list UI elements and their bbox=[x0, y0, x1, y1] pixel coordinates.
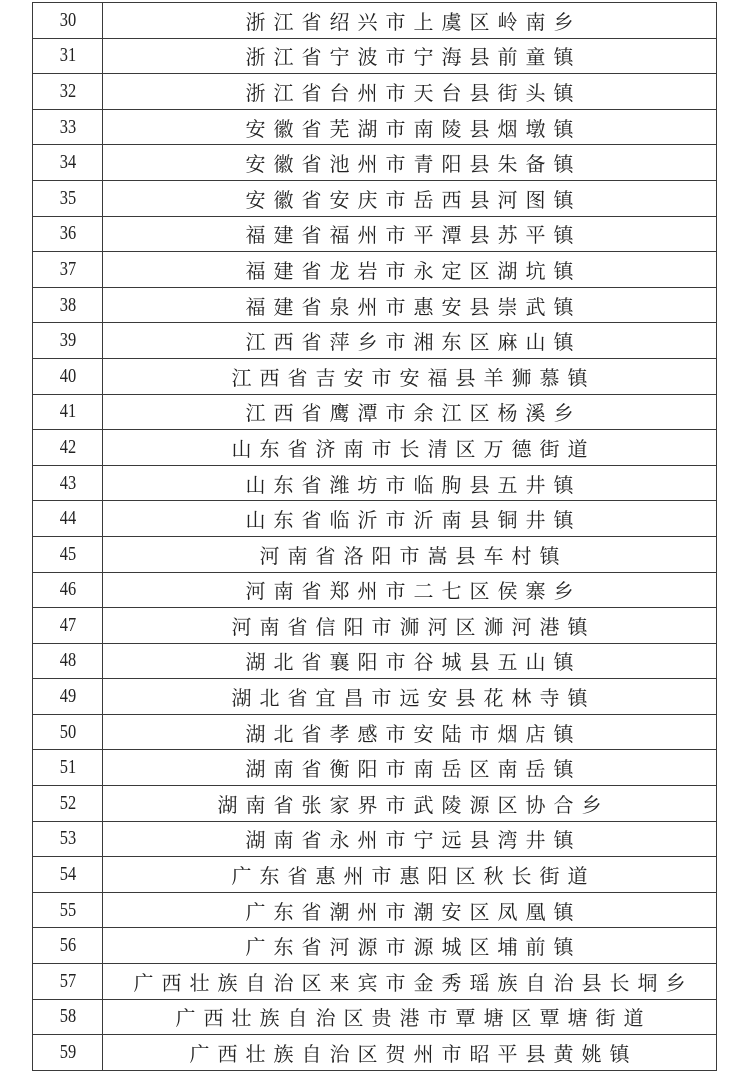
town-name-cell bbox=[103, 1035, 717, 1071]
row-number: 41 bbox=[59, 400, 76, 423]
row-number: 46 bbox=[59, 578, 76, 601]
town-name-cell bbox=[103, 643, 717, 679]
row-number-cell bbox=[33, 287, 103, 323]
town-name-cell bbox=[103, 3, 717, 39]
row-number: 50 bbox=[59, 720, 76, 743]
row-number-cell bbox=[33, 501, 103, 537]
row-number: 44 bbox=[59, 507, 76, 530]
town-name-cell bbox=[103, 714, 717, 750]
town-name: 广西壮族自治区贵港市覃塘区覃塘街道 bbox=[175, 1006, 652, 1031]
town-name: 浙江省绍兴市上虞区岭南乡 bbox=[245, 9, 582, 34]
town-name-cell bbox=[103, 465, 717, 501]
town-name: 福建省龙岩市永定区湖坑镇 bbox=[245, 258, 582, 283]
town-name: 山东省济南市长清区万德街道 bbox=[231, 436, 596, 461]
row-number: 42 bbox=[59, 435, 76, 458]
row-number-cell bbox=[33, 643, 103, 679]
row-number-cell bbox=[33, 252, 103, 288]
row-number-cell bbox=[33, 750, 103, 786]
town-name-cell bbox=[103, 786, 717, 822]
row-number-cell bbox=[33, 928, 103, 964]
table-row bbox=[33, 714, 717, 750]
row-number: 43 bbox=[59, 471, 76, 494]
town-name-cell bbox=[103, 608, 717, 644]
row-number: 32 bbox=[59, 79, 76, 102]
row-number-cell bbox=[33, 3, 103, 39]
town-name: 广东省潮州市潮安区凤凰镇 bbox=[245, 899, 582, 924]
table-row bbox=[33, 145, 717, 181]
town-name: 湖北省孝感市安陆市烟店镇 bbox=[245, 721, 582, 746]
town-name-cell bbox=[103, 145, 717, 181]
row-number: 31 bbox=[59, 44, 76, 67]
table-row bbox=[33, 572, 717, 608]
row-number: 58 bbox=[59, 1005, 76, 1028]
row-number-cell bbox=[33, 821, 103, 857]
town-name-cell bbox=[103, 750, 717, 786]
row-number: 54 bbox=[59, 863, 76, 886]
row-number: 56 bbox=[59, 934, 76, 957]
town-name: 江西省萍乡市湘东区麻山镇 bbox=[245, 330, 582, 355]
table-row bbox=[33, 180, 717, 216]
table-row bbox=[33, 38, 717, 74]
town-name: 安徽省芜湖市南陵县烟墩镇 bbox=[245, 116, 582, 141]
town-name: 广西壮族自治区来宾市金秀瑶族自治县长垌乡 bbox=[133, 970, 694, 995]
row-number-cell bbox=[33, 74, 103, 110]
town-name-cell bbox=[103, 358, 717, 394]
row-number: 37 bbox=[59, 257, 76, 280]
row-number: 38 bbox=[59, 293, 76, 316]
town-name-cell bbox=[103, 999, 717, 1035]
town-name: 湖南省张家界市武陵源区协合乡 bbox=[217, 792, 610, 817]
town-name: 山东省临沂市沂南县铜井镇 bbox=[245, 508, 582, 533]
row-number: 36 bbox=[59, 222, 76, 245]
table-row bbox=[33, 501, 717, 537]
row-number: 55 bbox=[59, 898, 76, 921]
town-name-cell bbox=[103, 216, 717, 252]
row-number: 33 bbox=[59, 115, 76, 138]
row-number: 34 bbox=[59, 151, 76, 174]
town-name: 湖北省宜昌市远安县花林寺镇 bbox=[231, 686, 596, 711]
town-name: 广东省河源市源城区埔前镇 bbox=[245, 935, 582, 960]
table-row bbox=[33, 1035, 717, 1071]
row-number-cell bbox=[33, 180, 103, 216]
town-name: 山东省潍坊市临朐县五井镇 bbox=[245, 472, 582, 497]
row-number-cell bbox=[33, 999, 103, 1035]
town-name: 福建省泉州市惠安县崇武镇 bbox=[245, 294, 582, 319]
row-number-cell bbox=[33, 358, 103, 394]
row-number-cell bbox=[33, 679, 103, 715]
town-name: 安徽省池州市青阳县朱备镇 bbox=[245, 152, 582, 177]
town-name-cell bbox=[103, 252, 717, 288]
town-name-cell bbox=[103, 394, 717, 430]
town-name-cell bbox=[103, 536, 717, 572]
table-body bbox=[33, 3, 717, 1071]
table-row bbox=[33, 821, 717, 857]
town-name-cell bbox=[103, 679, 717, 715]
town-name: 浙江省宁波市宁海县前童镇 bbox=[245, 45, 582, 70]
row-number: 51 bbox=[59, 756, 76, 779]
town-name: 安徽省安庆市岳西县河图镇 bbox=[245, 187, 582, 212]
row-number-cell bbox=[33, 465, 103, 501]
town-name-cell bbox=[103, 572, 717, 608]
town-name: 湖南省永州市宁远县湾井镇 bbox=[245, 828, 582, 853]
table-row bbox=[33, 394, 717, 430]
row-number-cell bbox=[33, 536, 103, 572]
row-number-cell bbox=[33, 608, 103, 644]
row-number-cell bbox=[33, 1035, 103, 1071]
row-number-cell bbox=[33, 216, 103, 252]
table-row bbox=[33, 964, 717, 1000]
table-row bbox=[33, 216, 717, 252]
row-number-cell bbox=[33, 394, 103, 430]
town-list-table bbox=[32, 2, 717, 1071]
row-number: 57 bbox=[59, 969, 76, 992]
town-name: 河南省郑州市二七区侯寨乡 bbox=[245, 579, 582, 604]
row-number: 35 bbox=[59, 186, 76, 209]
town-name-cell bbox=[103, 501, 717, 537]
row-number-cell bbox=[33, 323, 103, 359]
row-number: 59 bbox=[59, 1041, 76, 1064]
table-row bbox=[33, 74, 717, 110]
town-name: 福建省福州市平潭县苏平镇 bbox=[245, 223, 582, 248]
table-row bbox=[33, 536, 717, 572]
table-row bbox=[33, 857, 717, 893]
row-number: 40 bbox=[59, 364, 76, 387]
table-row bbox=[33, 750, 717, 786]
table-row bbox=[33, 643, 717, 679]
row-number: 53 bbox=[59, 827, 76, 850]
table-row bbox=[33, 928, 717, 964]
town-name-cell bbox=[103, 928, 717, 964]
row-number-cell bbox=[33, 786, 103, 822]
town-name: 浙江省台州市天台县街头镇 bbox=[245, 80, 582, 105]
row-number-cell bbox=[33, 109, 103, 145]
row-number-cell bbox=[33, 892, 103, 928]
table-row bbox=[33, 109, 717, 145]
town-name-cell bbox=[103, 892, 717, 928]
town-name-cell bbox=[103, 74, 717, 110]
table-row bbox=[33, 358, 717, 394]
row-number-cell bbox=[33, 572, 103, 608]
row-number: 30 bbox=[59, 8, 76, 31]
town-name-cell bbox=[103, 287, 717, 323]
town-name-cell bbox=[103, 38, 717, 74]
town-name: 河南省信阳市浉河区浉河港镇 bbox=[231, 614, 596, 639]
row-number-cell bbox=[33, 38, 103, 74]
town-name: 广东省惠州市惠阳区秋长街道 bbox=[231, 864, 596, 889]
town-name: 江西省鹰潭市余江区杨溪乡 bbox=[245, 401, 582, 426]
row-number: 48 bbox=[59, 649, 76, 672]
table-row bbox=[33, 679, 717, 715]
table-row bbox=[33, 430, 717, 466]
table-row bbox=[33, 999, 717, 1035]
table-row bbox=[33, 252, 717, 288]
town-name-cell bbox=[103, 109, 717, 145]
row-number-cell bbox=[33, 964, 103, 1000]
row-number: 45 bbox=[59, 542, 76, 565]
row-number: 39 bbox=[59, 329, 76, 352]
town-name: 湖南省衡阳市南岳区南岳镇 bbox=[245, 757, 582, 782]
town-name-cell bbox=[103, 180, 717, 216]
row-number: 49 bbox=[59, 685, 76, 708]
row-number-cell bbox=[33, 714, 103, 750]
town-name: 河南省洛阳市嵩县车村镇 bbox=[259, 543, 568, 568]
town-name-cell bbox=[103, 821, 717, 857]
town-name-cell bbox=[103, 964, 717, 1000]
table-row bbox=[33, 465, 717, 501]
town-name: 湖北省襄阳市谷城县五山镇 bbox=[245, 650, 582, 675]
row-number: 47 bbox=[59, 613, 76, 636]
town-name: 江西省吉安市安福县羊狮慕镇 bbox=[231, 365, 596, 390]
table-row bbox=[33, 608, 717, 644]
town-name-cell bbox=[103, 323, 717, 359]
table-row bbox=[33, 786, 717, 822]
row-number-cell bbox=[33, 430, 103, 466]
town-name-cell bbox=[103, 430, 717, 466]
row-number: 52 bbox=[59, 791, 76, 814]
row-number-cell bbox=[33, 857, 103, 893]
table-row bbox=[33, 3, 717, 39]
town-name-cell bbox=[103, 857, 717, 893]
table-row bbox=[33, 892, 717, 928]
row-number-cell bbox=[33, 145, 103, 181]
table-row bbox=[33, 287, 717, 323]
town-name: 广西壮族自治区贺州市昭平县黄姚镇 bbox=[189, 1042, 638, 1067]
table-row bbox=[33, 323, 717, 359]
